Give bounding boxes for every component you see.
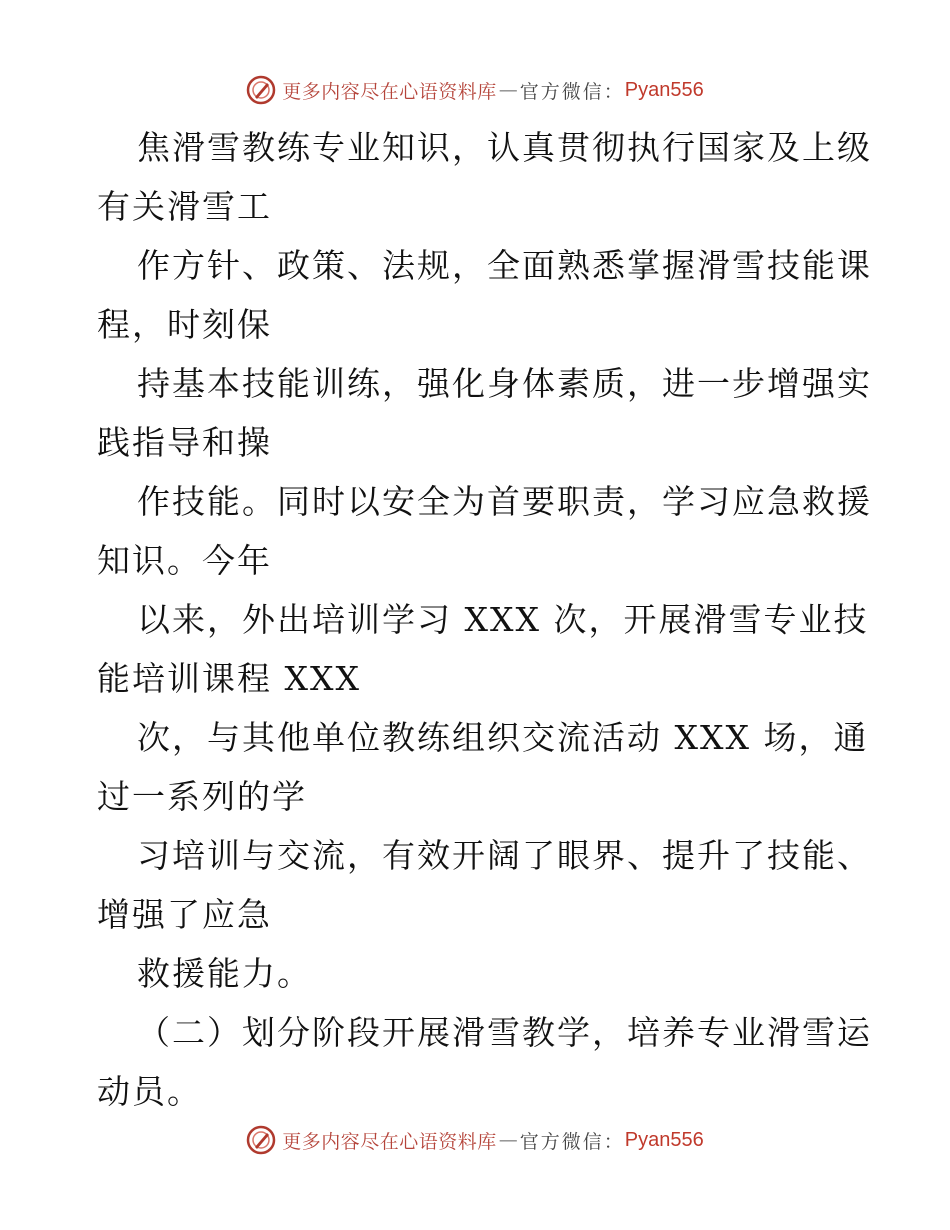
text-line: 以来，外出培训学习 XXX 次，开展滑雪专业技 [137,600,869,639]
watermark-dash: — [498,1129,518,1151]
text-line: 救援能力。 [137,954,312,993]
text-line: 习培训与交流，有效开阔了眼界、提升了技能、 [137,836,872,875]
document-body [97,118,872,1121]
text-line: 持基本技能训练，强化身体素质，进一步增强实 [137,364,872,403]
header-watermark [0,70,950,110]
text-line: 作方针、政策、法规，全面熟悉掌握滑雪技能课 [137,246,872,285]
text-line: 过一系列的学 [97,777,307,816]
text-line: 动员。 [97,1072,202,1111]
text-line: 作技能。同时以安全为首要职责，学习应急救援 [137,482,872,521]
text-line: 焦滑雪教练专业知识，认真贯彻执行国家及上级 [137,128,872,167]
text-line: （二）划分阶段开展滑雪教学，培养专业滑雪运 [137,1013,872,1052]
pen-logo-icon [246,75,276,105]
text-line: 次，与其他单位教练组织交流活动 XXX 场，通 [137,718,869,757]
watermark-dash: — [498,79,518,101]
watermark-label: 官方微信： [519,1130,625,1153]
watermark-label: 官方微信： [519,80,625,103]
text-line: 程，时刻保 [97,305,272,344]
watermark-wechat-id: Pyan556 [624,78,704,101]
text-line: 有关滑雪工 [97,187,272,226]
footer-watermark [0,1120,950,1160]
watermark-brand: 更多内容尽在心语资料库 [282,80,497,103]
watermark-wechat-id: Pyan556 [624,1128,704,1151]
text-line: 践指导和操 [97,423,272,462]
pen-logo-icon [246,1125,276,1155]
text-line: 增强了应急 [97,895,272,934]
text-line: 能培训课程 XXX [97,659,361,698]
text-line: 知识。今年 [97,541,272,580]
watermark-brand: 更多内容尽在心语资料库 [282,1130,497,1153]
